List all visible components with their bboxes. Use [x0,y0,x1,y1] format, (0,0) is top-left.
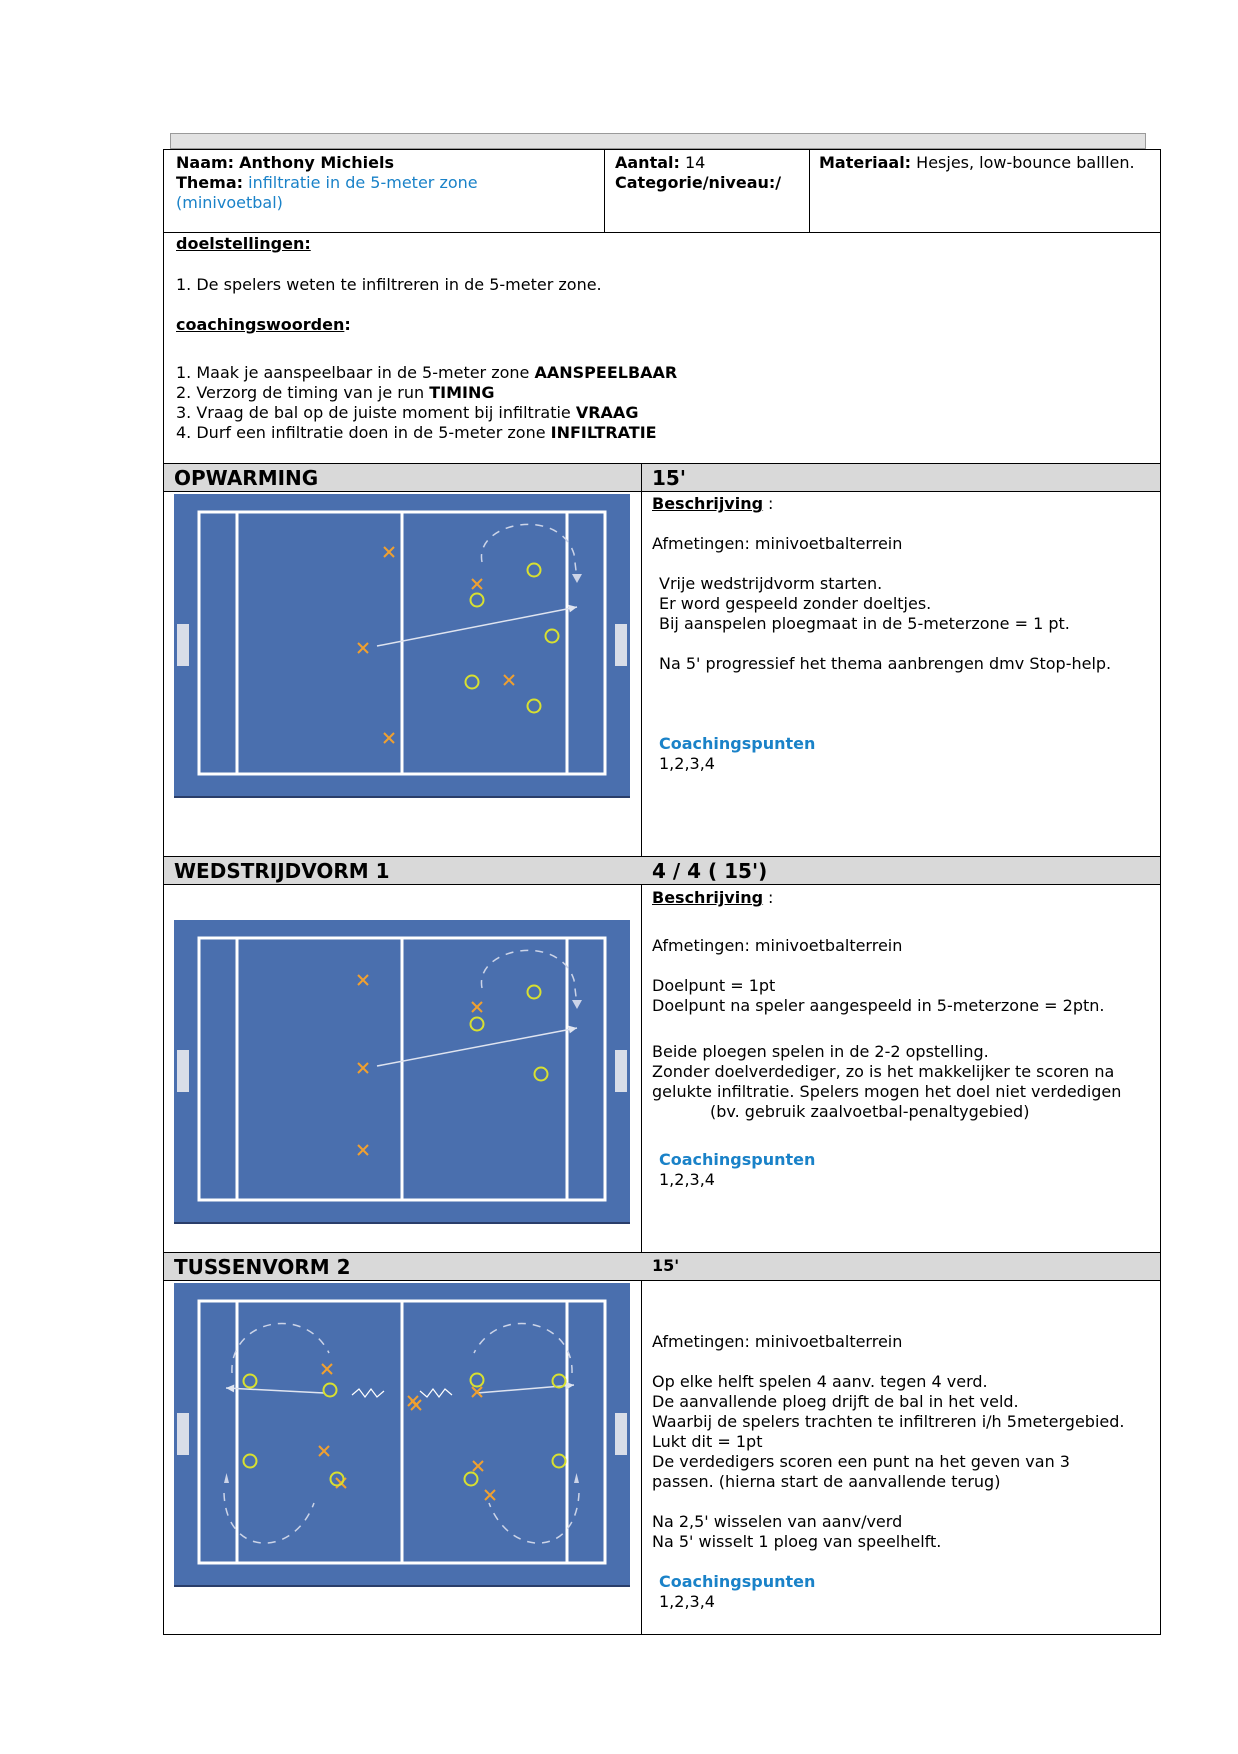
section-band-opwarming [164,463,1160,492]
coachingspunten-value: 1,2,3,4 [659,754,715,773]
doelstellingen-heading: doelstellingen: [176,234,311,253]
pitch-shadow [174,1585,630,1587]
description-line: Na 2,5' wisselen van aanv/verd [652,1512,903,1531]
column-divider [641,463,642,1635]
coachingspunten-value: 1,2,3,4 [659,1170,715,1189]
beschrijving-label: Beschrijving [652,888,764,907]
description-line: De aanvallende ploeg drijft de bal in het veld. [652,1392,1019,1411]
description-line: Waarbij de spelers trachten te infiltreren i/h 5metergebied. [652,1412,1125,1431]
description-line: Doelpunt na speler aangespeeld in 5-meterzone = 2ptn. [652,996,1105,1015]
pitch-shadow [174,796,630,798]
field-diagram-tussenvorm [174,1283,630,1587]
top-decor-bar [170,133,1146,149]
goal-left [177,624,189,666]
section-title: TUSSENVORM 2 [174,1255,351,1279]
section-duration: 15' [652,466,686,490]
afmetingen-line: Afmetingen: minivoetbalterrein [652,936,903,955]
section-duration: 15' [652,1256,680,1275]
description-line: Beide ploegen spelen in de 2-2 opstelling. [652,1042,989,1061]
beschrijving-label: Beschrijving [652,494,764,513]
naam-line: Naam: Anthony Michiels [176,153,394,172]
training-sheet [163,149,1161,1635]
field-diagram-wedstrijdvorm [174,920,630,1224]
section-band-tussenvorm [164,1252,1160,1281]
coachingswoord-item: 2. Verzorg de timing van je run TIMING [176,383,495,402]
coachingswoord-item: 1. Maak je aanspeelbaar in de 5-meter zone AANSPEELBAAR [176,363,678,382]
pitch-diagram [174,920,630,1224]
colon: : [768,494,774,513]
pitch-shadow [174,1222,630,1224]
afmetingen-line: Afmetingen: minivoetbalterrein [652,534,903,553]
section-title: WEDSTRIJDVORM 1 [174,859,390,883]
coachingspunten-label: Coachingspunten [659,1572,816,1591]
description-line: passen. (hierna start de aanvallende terug) [652,1472,1001,1491]
description-line: Doelpunt = 1pt [652,976,776,995]
description-line: Bij aanspelen ploegmaat in de 5-meterzone = 1 pt. [659,614,1070,633]
afmetingen-line: Afmetingen: minivoetbalterrein [652,1332,903,1351]
divider [164,232,1160,233]
coachingswoorden-heading: coachingswoorden: [176,315,351,334]
description-line: Lukt dit = 1pt [652,1432,763,1451]
goal-right [615,1050,627,1092]
goal-left [177,1050,189,1092]
goal-left [177,1413,189,1455]
description-line: Op elke helft spelen 4 aanv. tegen 4 verd. [652,1372,988,1391]
pitch-diagram [174,1283,630,1587]
colon: : [768,888,774,907]
materiaal-line: Materiaal: Hesjes, low-bounce balllen. [819,153,1135,172]
coachingswoord-item: 3. Vraag de bal op de juiste moment bij infiltratie VRAAG [176,403,639,422]
description-line: Er word gespeeld zonder doeltjes. [659,594,932,613]
field-diagram-opwarming [174,494,630,798]
description-line: Zonder doelverdediger, zo is het makkelijker te scoren na [652,1062,1115,1081]
thema-line-2: (minivoetbal) [176,193,283,212]
goal-right [615,624,627,666]
description-line: De verdedigers scoren een punt na het geven van 3 [652,1452,1070,1471]
description-line: Vrije wedstrijdvorm starten. [659,574,883,593]
description-line: Na 5' wisselt 1 ploeg van speelhelft. [652,1532,942,1551]
coachingspunten-value: 1,2,3,4 [659,1592,715,1611]
coachingspunten-label: Coachingspunten [659,1150,816,1169]
divider [604,150,605,233]
pitch-diagram [174,494,630,798]
section-title: OPWARMING [174,466,319,490]
section-duration: 4 / 4 ( 15') [652,859,768,883]
categorie-line: Categorie/niveau:/ [615,173,782,192]
aantal-line: Aantal: 14 [615,153,706,172]
goal-right [615,1413,627,1455]
description-line: (bv. gebruik zaalvoetbal-penaltygebied) [710,1102,1030,1121]
description-line: Na 5' progressief het thema aanbrengen dmv Stop-help. [659,654,1112,673]
coachingspunten-label: Coachingspunten [659,734,816,753]
thema-line: Thema: infiltratie in de 5-meter zone [176,173,478,192]
description-line: gelukte infiltratie. Spelers mogen het doel niet verdedigen [652,1082,1122,1101]
divider [809,150,810,233]
coachingswoord-item: 4. Durf een infiltratie doen in de 5-meter zone INFILTRATIE [176,423,657,442]
doelstelling-item: 1. De spelers weten te infiltreren in de 5-meter zone. [176,275,602,294]
section-band-wedstrijdvorm [164,856,1160,885]
